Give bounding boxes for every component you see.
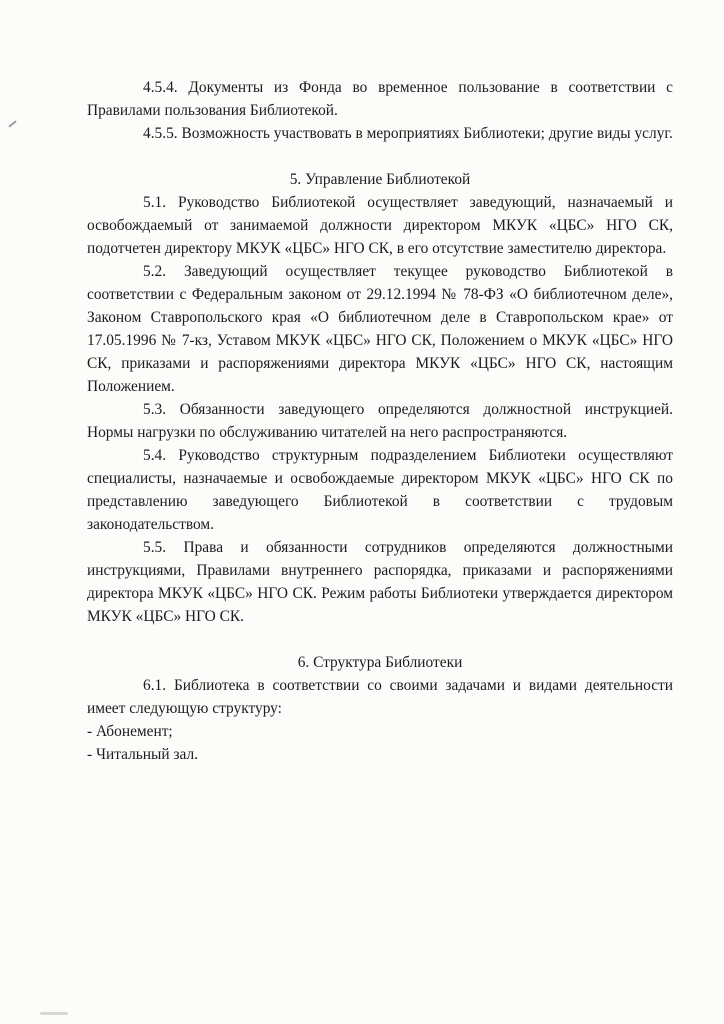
scan-mark [8,120,16,127]
paragraph-4-5-4: 4.5.4. Документы из Фонда во временное пользование в соответствии с Правилами пользования Библиотекой. [87,79,673,119]
scan-smudge [40,1012,68,1015]
paragraph-4-5-5: 4.5.5. Возможность участвовать в мероприятиях Библиотеки; другие виды услуг. [143,125,673,142]
paragraph-6-1: 6.1. Библиотека в соответствии со своими задачами и видами деятельности имеет следующую структуру: [87,677,673,717]
document-page [87,76,673,766]
spacer [87,628,673,651]
section-5-heading: 5. Управление Библиотекой [289,171,471,188]
paragraph-5-1: 5.1. Руководство Библиотекой осуществляет заведующий, назначаемый и освобождаемый от занимаемой должности директором МКУК «ЦБС» НГО СК, подотчетен директору МКУК «ЦБС» НГО СК, в его отсутствие заместителю директора. [87,194,673,257]
paragraph-5-3: 5.3. Обязанности заведующего определяются должностной инструкцией. Нормы нагрузки по обслуживанию читателей на него распространяются. [87,401,673,441]
spacer [87,145,673,168]
paragraph-5-4: 5.4. Руководство структурным подразделением Библиотеки осуществляют специалисты, назначаемые и освобождаемые директором МКУК «ЦБС» НГО СК по представлению заведующего Библиотекой в соответствии с трудовым законодательством. [87,447,673,533]
paragraph-5-5: 5.5. Права и обязанности сотрудников определяются должностными инструкциями, Правилами внутреннего распорядка, приказами и распоряжениями директора МКУК «ЦБС» НГО СК. Режим работы Библиотеки утверждается директором МКУК «ЦБС» НГО СК. [87,539,673,625]
list-item-reading-room: - Читальный зал. [87,746,199,763]
paragraph-5-2: 5.2. Заведующий осуществляет текущее руководство Библиотекой в соответствии с Федеральным законом от 29.12.1994 № 78-ФЗ «О библиотечном деле», Законом Ставропольского края «О библиотечном деле в Ставропольском крае» от 17.05.1996 № 7-кз, Уставом МКУК «ЦБС» НГО СК, Положением о МКУК «ЦБС» НГО СК, приказами и распоряжениями директора МКУК «ЦБС» НГО СК, настоящим Положением. [87,263,673,395]
section-6-heading: 6. Структура Библиотеки [297,654,463,671]
list-item-abonement: - Абонемент; [87,723,173,740]
